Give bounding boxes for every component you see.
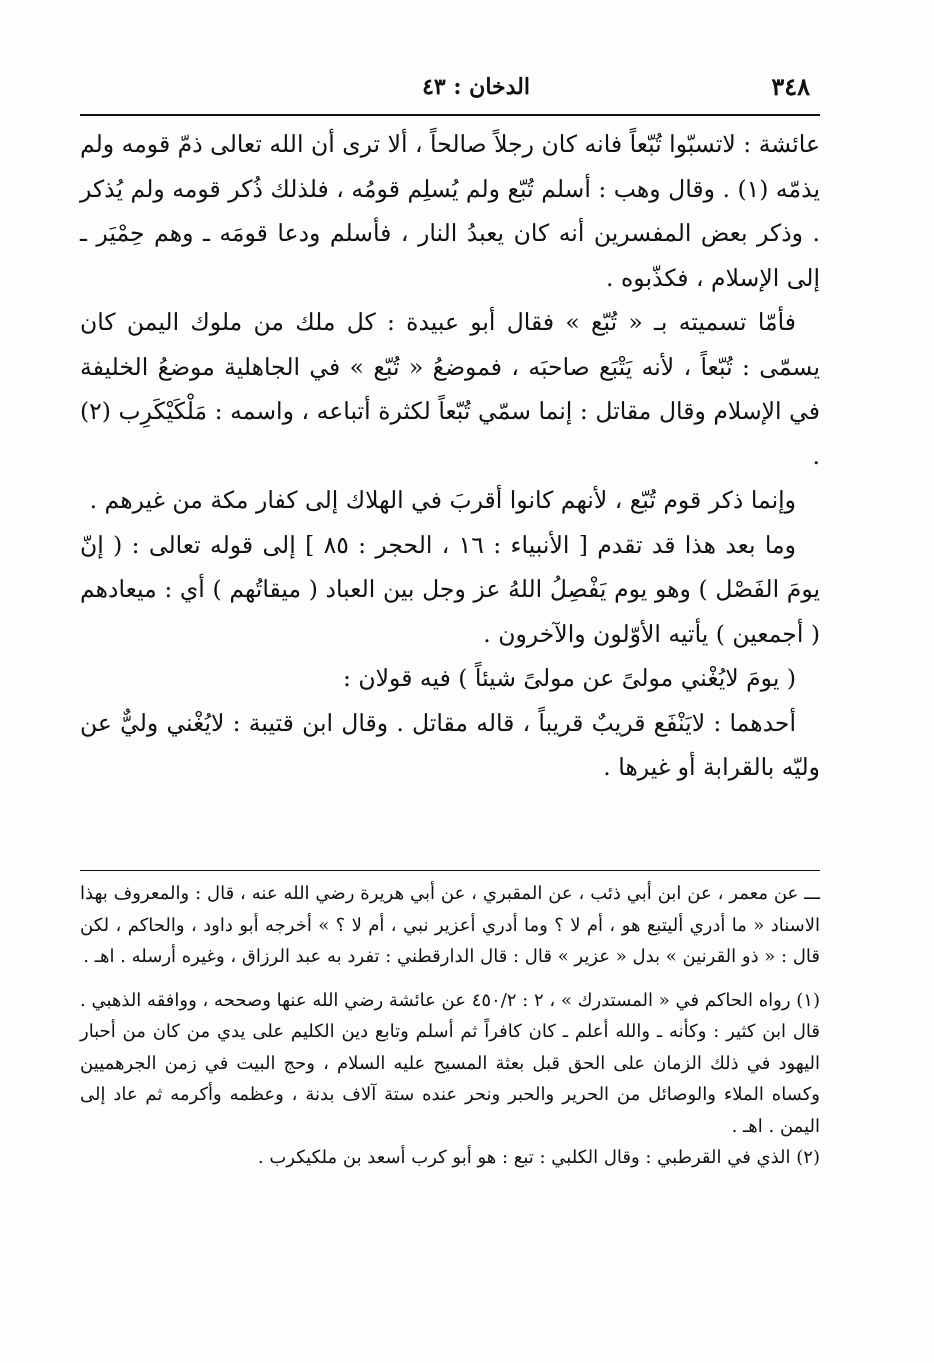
paragraph: فأمّا تسميته بـ « تُبّع » فقال أبو عبيدة : كل ملك من ملوك اليمن كان يسمّى : تُبّعاً ، لأنه يَتْبَع صاحبَه ، فموضعُ « تُبّع » في الجاهلية موضعُ الخليفة في الإسلام وقال مقاتل : إنما سمّي تُبّعاً لكثرة أتباعه ، واسمه : مَلْكَيْكَرِب (٢) . xyxy=(80,308,820,470)
running-head: الدخان : ٤٣ xyxy=(422,74,530,100)
page-header xyxy=(80,70,820,112)
quran-quote: ( يومَ لايُغْني مولىً عن مولىً شيئاً ) فيه قولان : xyxy=(343,664,796,692)
footnote-1: (١) رواه الحاكم في « المستدرك » ، ٢ : ٤٥٠/٢ عن عائشة رضي الله عنها وصححه ، ووافقه الذهبي . قال ابن كثير : وكأنه ـ والله أعلم ـ كان كافراً ثم أسلم وتابع دين الكليم على يدي من كان من أحبار اليهود في ذلك الزمان على الحق قبل بعثة المسيح عليه السلام ، وحج البيت في زمن الجرهميين وكساه الملاء والوصائل من الحرير والحبر ونحر عنده ستة آلاف بدنة ، وعظمه وأكرمه ثم عاد إلى اليمن . اهـ . xyxy=(80,989,820,1137)
header-rule xyxy=(80,114,820,116)
footnotes xyxy=(80,878,820,1174)
paragraph: وإنما ذكر قوم تُبّع ، لأنهم كانوا أقربَ في الهلاك إلى كفار مكة من غيرهم . xyxy=(89,486,796,514)
footnote-rule xyxy=(80,870,820,871)
paragraph: أحدهما : لايَنْفَع قريبٌ قريباً ، قاله مقاتل . وقال ابن قتيبة : لايُغْني وليٌّ عن وليّه بالقرابة أو غيرها . xyxy=(80,708,820,781)
paragraph: وما بعد هذا قد تقدم [ الأنبياء : ١٦ ، الحجر : ٨٥ ] إلى قوله تعالى : ( إنّ يومَ الفَصْل ) وهو يوم يَفْصِلُ اللهُ عز وجل بين العباد ( ميقاتُهم ) أي : ميعادهم ( أجمعين ) يأتيه الأوّلون والآخرون . xyxy=(80,530,820,648)
main-text xyxy=(80,122,820,790)
paragraph: عائشة : لاتسبّوا تُبّعاً فانه كان رجلاً صالحاً ، ألا ترى أن الله تعالى ذمّ قومه ولم يذمّه (١) . وقال وهب : أسلم تُبّع ولم يُسلِم قومُه ، فلذلك ذُكر قومه ولم يُذكر . وذكر بعض المفسرين أنه كان يعبدُ النار ، فأسلم ودعا قومَه ـ وهم حِمْيَر ـ إلى الإسلام ، فكذّبوه . xyxy=(80,130,820,292)
footnote-continuation: ـــ عن معمر ، عن ابن أبي ذئب ، عن المقبري ، عن أبي هريرة رضي الله عنه ، قال : والمعروف بهذا الاسناد « ما أدري أليتبع هو ، أم لا ؟ وما أدري أعزير نبي ، أم لا ؟ » أخرجه أبو داود ، والحاكم ، لكن قال : « ذو القرنين » بدل « عزير » قال : قال الدارقطني : تفرد به عبد الرزاق ، وغيره أرسله . اهـ . xyxy=(80,883,821,967)
footnote-2: (٢) الذي في القرطبي : وقال الكلبي : تبع : هو أبو كرب أسعد بن ملكيكرب . xyxy=(257,1147,820,1168)
page-number: ٣٤٨ xyxy=(771,72,810,101)
